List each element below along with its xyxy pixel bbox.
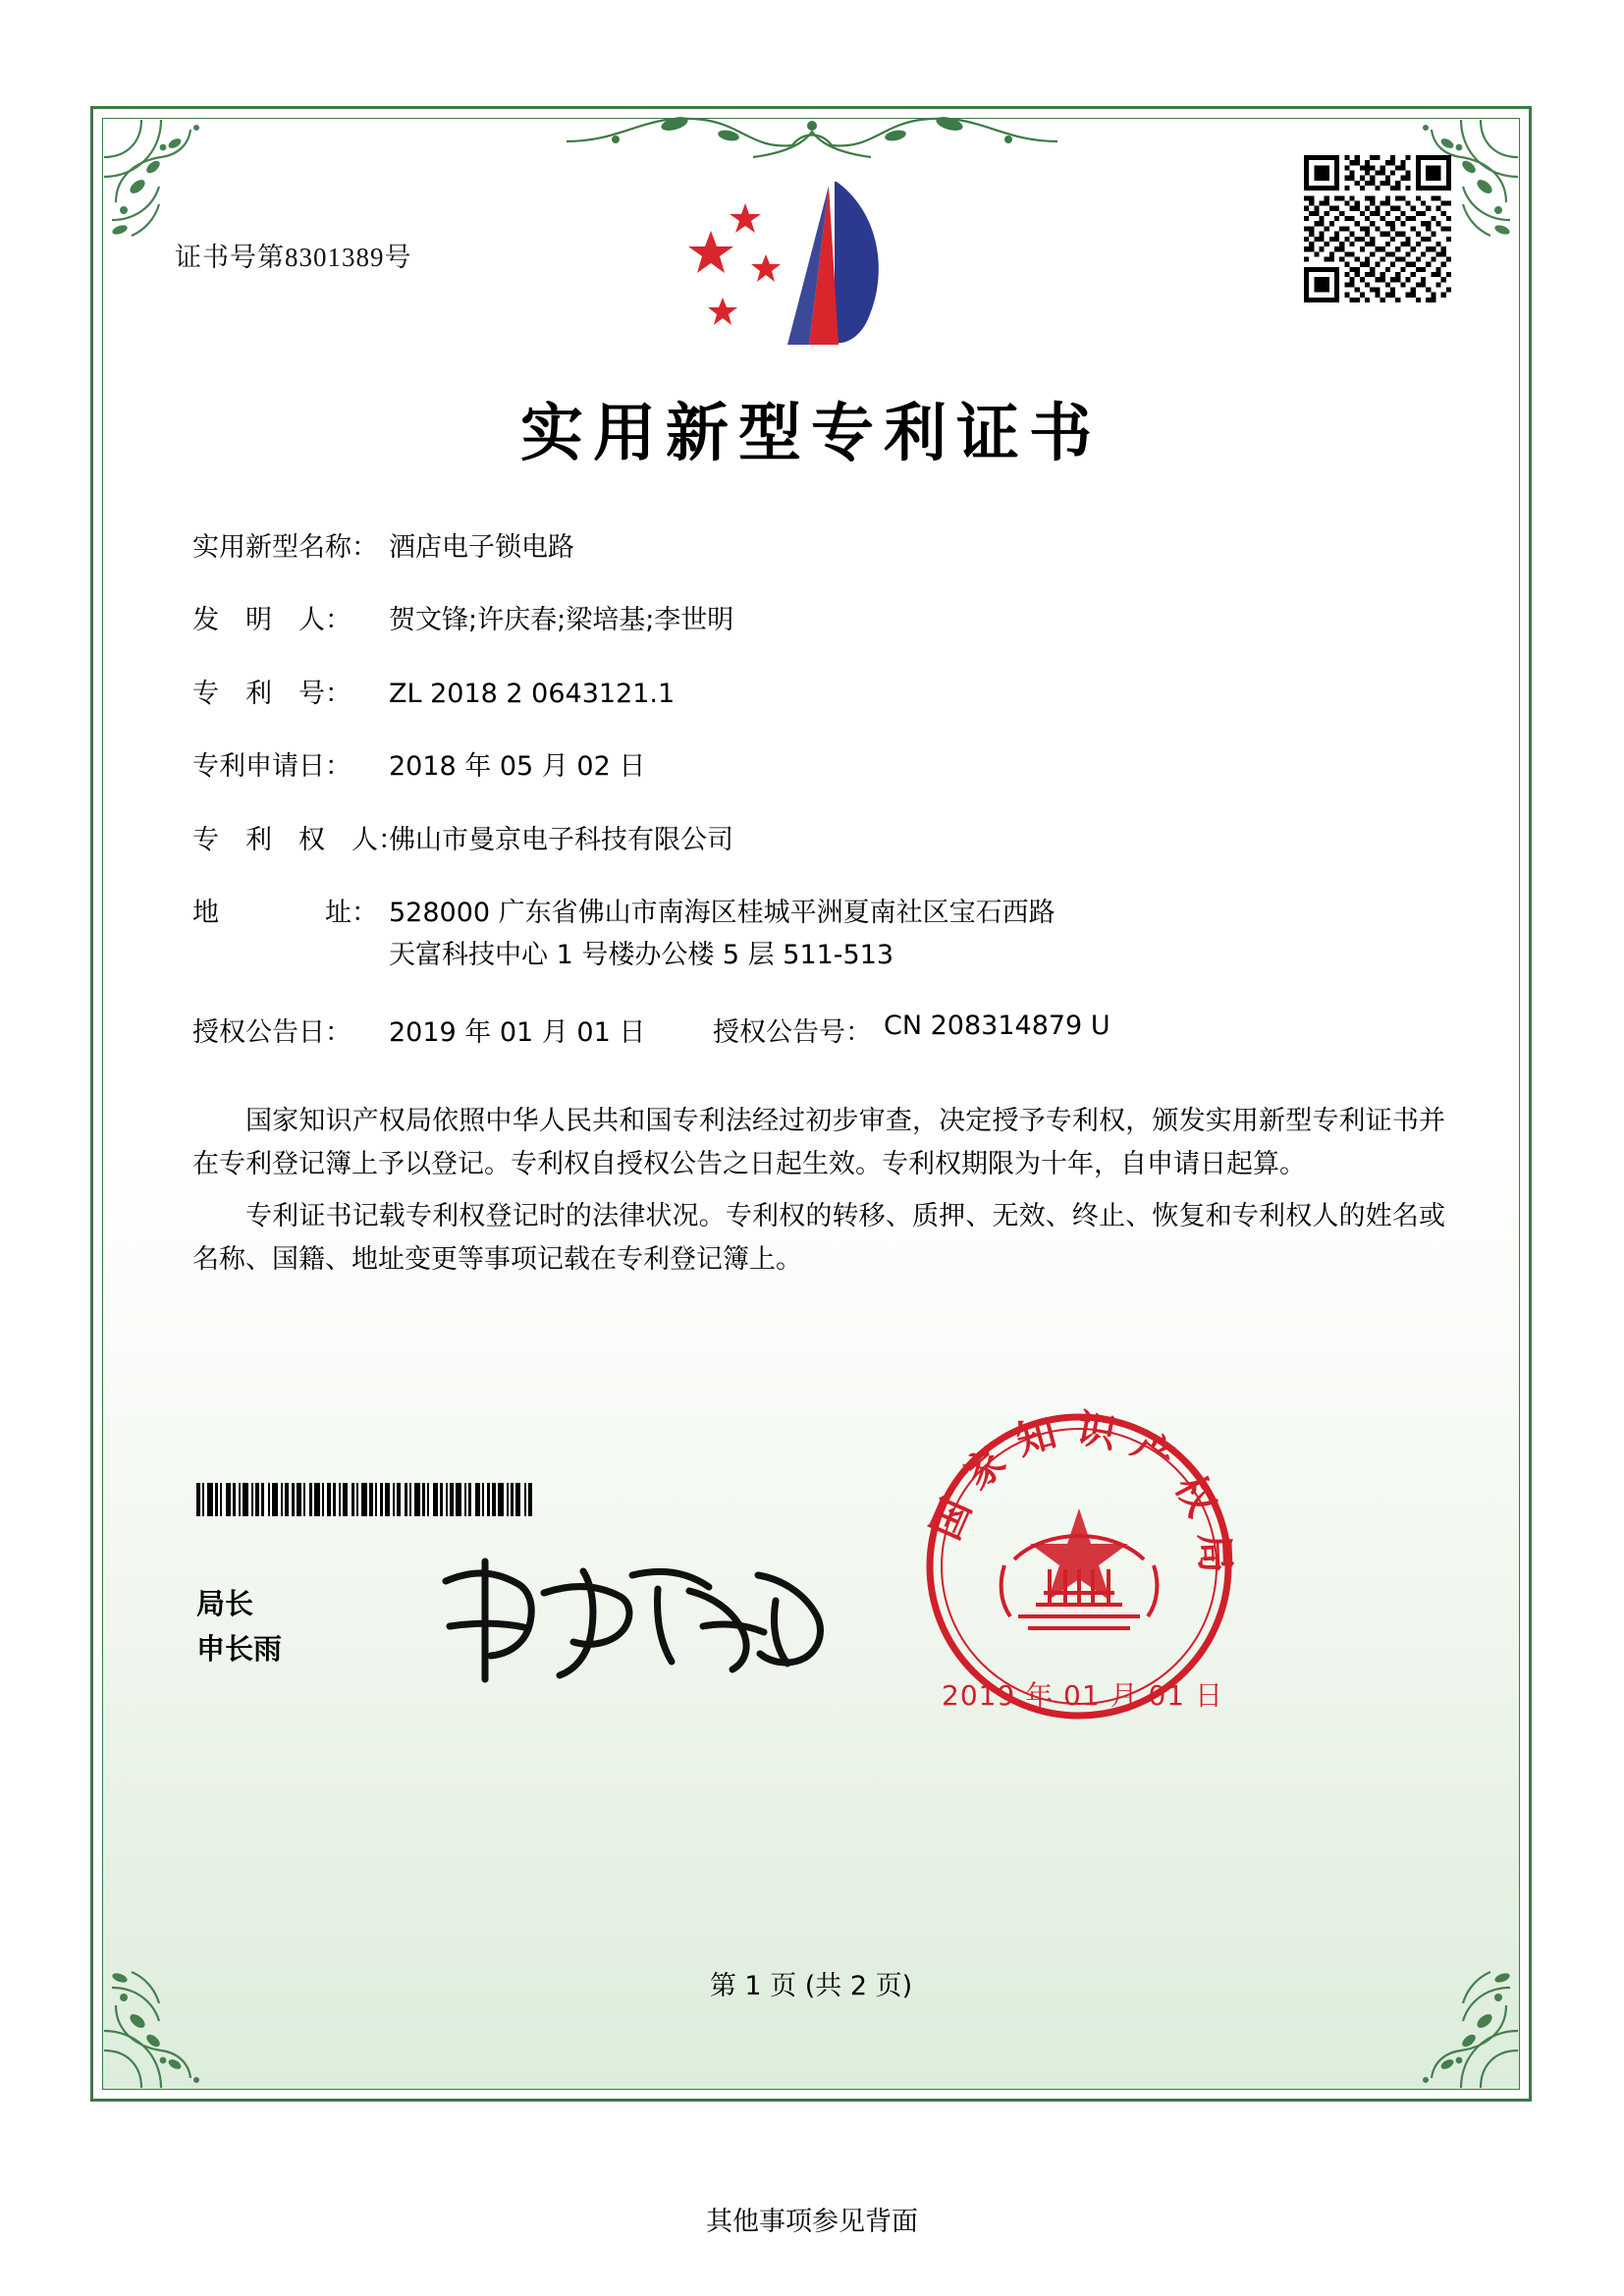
paragraph-1: 国家知识产权局依照中华人民共和国专利法经过初步审查，决定授予专利权，颁发实用新型专利证书并在专利登记簿上予以登记。专利权自授权公告之日起生效。专利权期限为十年，自申请日起算。 [192,1106,1445,1179]
field-grant-announcement [192,1011,1449,1049]
grant-date-label: 授权公告日： [192,1017,352,1049]
grant-date-value: 2019 年 01 月 01 日 [389,1017,646,1049]
page-number: 第 1 页 (共 2 页) [709,1971,913,2001]
field-value: ZL 2018 2 0643121.1 [389,678,676,709]
field-patent-number [192,677,1449,712]
issuer-name: 申长雨 [196,1632,283,1667]
footnote: 其他事项参见背面 [706,2207,918,2237]
certificate-number: 证书号第8301389号 [175,243,412,272]
field-label: 发 明 人： [192,605,352,636]
cnipa-logo-icon [672,172,966,368]
address-line-1: 528000 广东省佛山市南海区桂城平洲夏南社区宝石西路 [389,898,1056,929]
field-value: 贺文锋;许庆春;梁培基;李世明 [389,605,734,636]
field-inventors [192,603,1449,638]
field-value: 佛山市曼京电子科技有限公司 [389,824,733,855]
field-patentee [192,823,1449,858]
certificate-content [102,118,1520,2090]
svg-text:国家知识产权局: 国家知识产权局 [923,1405,1238,1590]
field-label: 专 利 权 人： [192,824,405,855]
issuer-signature-block [196,1581,282,1672]
issuer-title: 局长 [196,1587,254,1620]
qr-code [1304,155,1451,302]
barcode [196,1483,619,1516]
field-utility-model-name [192,530,1449,566]
field-value: 酒店电子锁电路 [389,532,574,563]
legal-paragraphs [192,1100,1445,1291]
field-value [389,896,1449,973]
address-line-2: 天富科技中心 1 号楼办公楼 5 层 511-513 [389,939,894,970]
field-label: 专利申请日： [192,751,352,783]
handwritten-signature [426,1532,839,1699]
certificate-fields [192,530,1449,1082]
paragraph-2: 专利证书记载专利权登记时的法律状况。专利权的转移、质押、无效、终止、恢复和专利权人的姓名或名称、国籍、地址变更等事项记载在专利登记簿上。 [192,1201,1445,1276]
field-label: 地 址： [192,898,378,929]
field-address [192,896,1449,973]
field-value: 2018 年 05 月 02 日 [389,751,646,783]
grant-number-label: 授权公告号： [713,1017,872,1049]
field-label: 实用新型名称： [192,532,378,563]
page-title: 实用新型专利证书 [520,398,1102,470]
field-label: 专 利 号： [192,678,352,709]
field-application-date [192,749,1449,785]
seal-date: 2019 年 01 月 01 日 [942,1679,1224,1712]
grant-number-value: CN 208314879 U [884,1011,1110,1042]
